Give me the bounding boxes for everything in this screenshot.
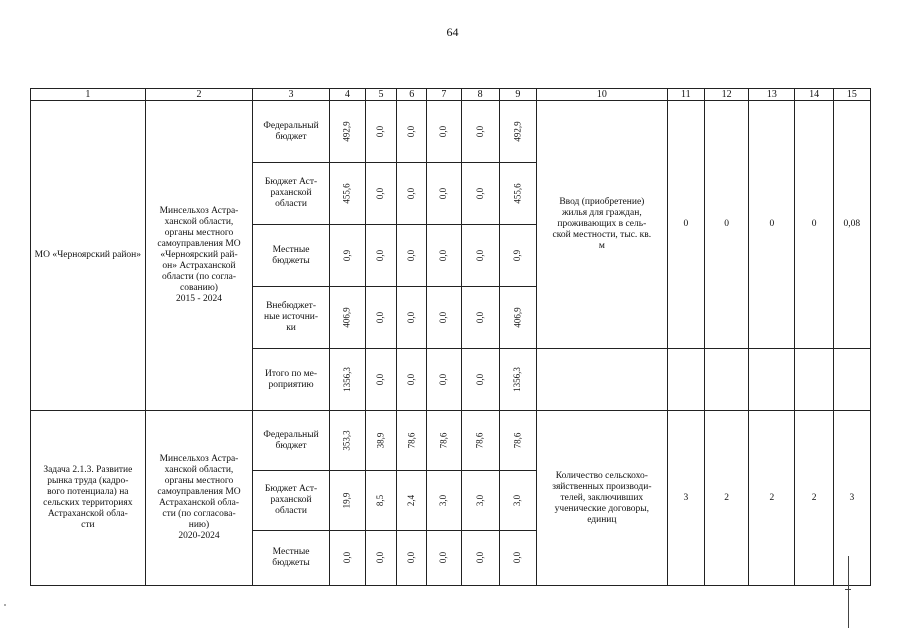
- value-text: 0,0: [406, 249, 417, 261]
- text-line: Астраханской обла-: [158, 498, 239, 508]
- value-cell: [397, 225, 427, 287]
- text-line: бюджет: [275, 131, 307, 142]
- municipality-cell: МО «Черноярский район»: [31, 101, 146, 411]
- value-text: 0,0: [406, 373, 417, 385]
- value-cell: [499, 287, 536, 349]
- value-cell: [427, 163, 461, 225]
- text-line: Бюджет Аст-: [264, 484, 318, 494]
- text-line: бюджеты: [272, 255, 310, 266]
- header-cell: 9: [499, 89, 536, 101]
- margin-tick: [845, 589, 851, 590]
- header-cell: 2: [145, 89, 253, 101]
- value-text: 19,9: [341, 492, 352, 508]
- value-text: 78,6: [438, 432, 449, 448]
- value-cell: [499, 349, 536, 411]
- source-cell: [253, 287, 329, 349]
- value-text: 0,9: [512, 249, 523, 261]
- executor-cell: [145, 101, 253, 411]
- empty-cell: [749, 349, 795, 411]
- value-text: 0,0: [438, 551, 449, 564]
- value-text: 0,0: [375, 125, 386, 137]
- value-cell: [365, 287, 396, 349]
- text-line: области: [275, 506, 307, 516]
- value-cell: [499, 163, 536, 225]
- value-cell: [329, 471, 365, 531]
- text-line: бюджеты: [272, 558, 310, 568]
- value-text: 0,0: [438, 125, 449, 137]
- task-cell: [31, 411, 146, 586]
- value-cell: [461, 471, 499, 531]
- source-cell: [253, 225, 329, 287]
- value-text: 8,5: [375, 494, 386, 506]
- value-text: 0,0: [438, 311, 449, 323]
- value-cell: [365, 163, 396, 225]
- value-cell: [365, 101, 396, 163]
- value-text: 0,0: [375, 551, 386, 564]
- value-text: 406,9: [512, 306, 523, 328]
- text-line: зяйственных производи-: [552, 481, 652, 492]
- text-line: области (по согла-: [161, 272, 236, 282]
- value-text: 0,0: [438, 249, 449, 261]
- text-line: Внебюджет-: [266, 301, 316, 311]
- value-text: 78,6: [406, 432, 417, 448]
- value-cell: [499, 471, 536, 531]
- value-cell: [365, 471, 396, 531]
- indicator-value: 0: [704, 101, 748, 349]
- indicator-value: 3: [667, 411, 704, 586]
- value-text: 0,0: [341, 551, 352, 564]
- value-cell: [427, 225, 461, 287]
- text-line: Местные: [272, 244, 310, 255]
- executor-cell: [145, 411, 253, 586]
- value-cell: [427, 411, 461, 471]
- text-line: Федеральный: [263, 120, 319, 131]
- header-cell: 8: [461, 89, 499, 101]
- value-cell: [365, 225, 396, 287]
- text-line: Астраханской обла-: [47, 509, 128, 519]
- value-cell: [397, 287, 427, 349]
- value-text: 455,6: [341, 182, 352, 204]
- value-cell: [461, 225, 499, 287]
- text-line: «Черноярский рай-: [160, 250, 238, 260]
- header-cell: 14: [795, 89, 833, 101]
- text-line: Количество сельскохо-: [555, 470, 648, 481]
- value-text: 1356,3: [341, 366, 352, 392]
- text-line: Минсельхоз Астра-: [159, 454, 239, 464]
- text-line: 2015 - 2024: [176, 294, 222, 304]
- indicator-value: 2: [704, 411, 748, 586]
- source-cell: [253, 411, 329, 471]
- text-line: Ввод (приобретение): [559, 197, 645, 207]
- text-line: ные источни-: [264, 312, 319, 322]
- value-text: 455,6: [512, 182, 523, 204]
- empty-cell: [833, 349, 870, 411]
- scan-speck: [4, 604, 6, 606]
- value-text: 0,0: [512, 551, 523, 564]
- source-cell: [253, 163, 329, 225]
- header-cell: 4: [329, 89, 365, 101]
- value-text: 0,0: [474, 187, 485, 199]
- value-cell: [329, 225, 365, 287]
- text-line: области: [275, 199, 307, 209]
- text-line: сованию): [180, 283, 218, 293]
- value-text: 0,0: [375, 311, 386, 323]
- value-cell: [397, 349, 427, 411]
- indicator-value: 0: [667, 101, 704, 349]
- value-cell: [329, 531, 365, 586]
- text-line: жилья для граждан,: [561, 208, 642, 218]
- page-number: 64: [446, 25, 459, 39]
- value-cell: [329, 101, 365, 163]
- value-cell: [329, 411, 365, 471]
- indicator-value: 0,08: [833, 101, 870, 349]
- text-line: самоуправления МО: [157, 239, 241, 249]
- value-cell: [461, 101, 499, 163]
- value-text: 0,0: [406, 551, 417, 564]
- value-text: 0,0: [438, 187, 449, 199]
- program-table: [30, 88, 871, 586]
- indicator-value: 2: [795, 411, 833, 586]
- value-text: 0,0: [406, 311, 417, 323]
- text-line: телей, заключивших: [560, 492, 644, 503]
- text-line: единиц: [587, 514, 617, 525]
- value-cell: [397, 101, 427, 163]
- value-text: 2,4: [406, 494, 417, 506]
- indicator-value: 3: [833, 411, 870, 586]
- value-cell: [427, 349, 461, 411]
- text-line: раханской: [270, 188, 312, 198]
- text-line: сти: [81, 520, 95, 530]
- value-cell: [329, 349, 365, 411]
- value-cell: [427, 101, 461, 163]
- value-cell: [499, 411, 536, 471]
- text-line: Местные: [272, 547, 310, 557]
- value-cell: [397, 471, 427, 531]
- text-line: раханской: [270, 495, 312, 505]
- source-cell: [253, 101, 329, 163]
- value-cell: [461, 163, 499, 225]
- indicator-value: 0: [749, 101, 795, 349]
- text-line: Бюджет Аст-: [264, 177, 318, 187]
- table-row: [31, 411, 871, 471]
- value-text: 0,0: [474, 373, 485, 385]
- value-cell: [427, 287, 461, 349]
- indicator-value: 0: [795, 101, 833, 349]
- table-row: [31, 101, 871, 163]
- header-cell: 10: [536, 89, 667, 101]
- value-text: 3,0: [474, 494, 485, 506]
- text-line: сельских территориях: [43, 498, 133, 508]
- value-cell: [461, 411, 499, 471]
- text-line: рынка труда (кадро-: [47, 476, 129, 486]
- header-cell: 7: [427, 89, 461, 101]
- value-cell: [365, 349, 396, 411]
- empty-cell: [795, 349, 833, 411]
- text-line: Минсельхоз Астра-: [159, 206, 239, 216]
- value-text: 38,9: [375, 432, 386, 448]
- value-text: 0,0: [375, 373, 386, 385]
- header-cell: 3: [253, 89, 329, 101]
- value-cell: [461, 531, 499, 586]
- value-text: 0,9: [341, 249, 352, 261]
- value-cell: [397, 411, 427, 471]
- text-line: роприятию: [268, 379, 314, 390]
- header-cell: 13: [749, 89, 795, 101]
- text-line: Задача 2.1.3. Развитие: [43, 465, 133, 475]
- source-cell: [253, 349, 329, 411]
- value-text: 0,0: [375, 187, 386, 199]
- value-cell: [499, 225, 536, 287]
- value-text: 0,0: [474, 249, 485, 261]
- text-line: 2020-2024: [178, 531, 220, 541]
- value-cell: [499, 101, 536, 163]
- text-line: самоуправления МО: [157, 487, 241, 497]
- text-line: сти (по согласова-: [162, 509, 236, 519]
- value-cell: [461, 287, 499, 349]
- header-cell: 1: [31, 89, 146, 101]
- value-text: 78,6: [474, 432, 485, 448]
- indicator-value: 2: [749, 411, 795, 586]
- value-cell: [329, 287, 365, 349]
- value-text: 406,9: [341, 306, 352, 328]
- text-line: ханской области,: [164, 465, 234, 475]
- empty-cell: [536, 349, 667, 411]
- value-cell: [499, 531, 536, 586]
- margin-line: [848, 556, 849, 628]
- text-line: ки: [286, 323, 296, 333]
- text-line: Итого по ме-: [265, 368, 318, 379]
- value-cell: [397, 531, 427, 586]
- text-line: проживающих в сель-: [557, 219, 647, 229]
- value-text: 0,0: [375, 249, 386, 261]
- text-line: ханской области,: [164, 217, 234, 227]
- value-cell: [365, 411, 396, 471]
- value-text: 78,6: [512, 432, 523, 448]
- text-line: м: [598, 241, 605, 251]
- value-text: 1356,3: [512, 366, 523, 392]
- text-line: бюджет: [275, 440, 307, 451]
- value-cell: [427, 531, 461, 586]
- source-cell: [253, 531, 329, 586]
- value-text: 353,3: [341, 429, 352, 451]
- header-cell: 12: [704, 89, 748, 101]
- value-cell: [329, 163, 365, 225]
- text-line: вого потенциала) на: [47, 487, 129, 497]
- value-text: 0,0: [406, 125, 417, 137]
- text-line: органы местного: [164, 228, 234, 238]
- value-text: 492,9: [512, 120, 523, 142]
- value-text: 3,0: [438, 494, 449, 506]
- value-text: 0,0: [406, 187, 417, 199]
- text-line: ской местности, тыс. кв.: [552, 230, 652, 240]
- empty-cell: [704, 349, 748, 411]
- source-cell: [253, 471, 329, 531]
- empty-cell: [667, 349, 704, 411]
- header-cell: 5: [365, 89, 396, 101]
- text-line: он» Астраханской: [162, 261, 236, 271]
- value-cell: [427, 471, 461, 531]
- value-text: 0,0: [438, 373, 449, 385]
- value-cell: [461, 349, 499, 411]
- text-line: Федеральный: [263, 429, 319, 440]
- text-line: нию): [188, 520, 210, 530]
- value-text: 492,9: [341, 120, 352, 142]
- text-line: органы местного: [164, 476, 234, 486]
- indicator-cell: [536, 101, 667, 349]
- header-cell: 6: [397, 89, 427, 101]
- value-cell: [365, 531, 396, 586]
- header-cell: 11: [667, 89, 704, 101]
- value-text: 0,0: [474, 551, 485, 564]
- value-text: 0,0: [474, 311, 485, 323]
- indicator-cell: [536, 411, 667, 586]
- header-row: [31, 89, 871, 101]
- value-cell: [397, 163, 427, 225]
- value-text: 0,0: [474, 125, 485, 137]
- text-line: ученические договоры,: [554, 503, 649, 514]
- value-text: 3,0: [512, 494, 523, 506]
- header-cell: 15: [833, 89, 870, 101]
